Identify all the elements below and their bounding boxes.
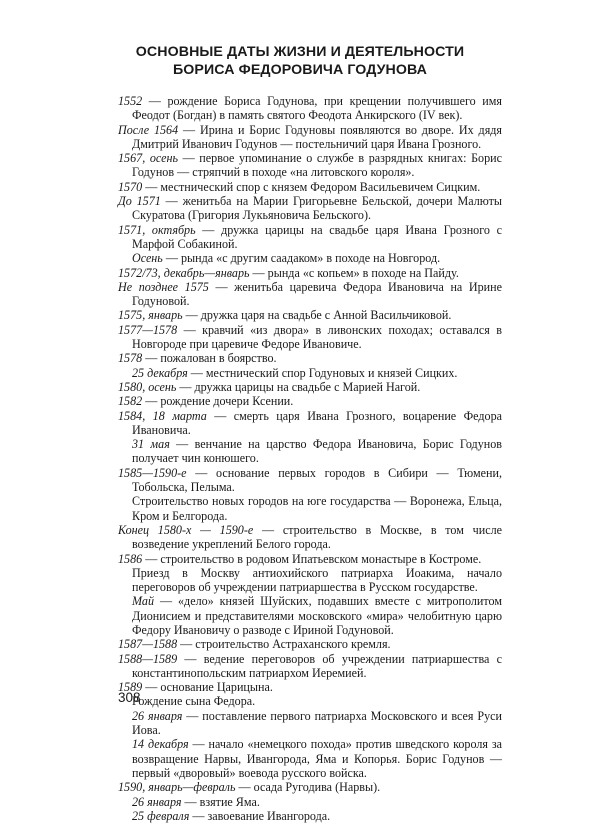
entry-date: 1590, январь—февраль — [118, 780, 236, 795]
entry-text: — смерть царя Ивана Грозного, воцарение Федора Ивановича. — [132, 408, 502, 437]
chronology-subentry — [118, 494, 502, 523]
title-line-1: ОСНОВНЫЕ ДАТЫ ЖИЗНИ И ДЕЯТЕЛЬНОСТИ — [135, 44, 465, 60]
chronology-subentry — [118, 809, 502, 823]
chronology-subentry — [118, 566, 502, 595]
entry-text: — поставление первого патриарха Московского и всея Руси Иова. — [132, 708, 502, 738]
entry-date: 25 февраля — [132, 808, 190, 823]
entry-date: 1582 — [118, 394, 143, 409]
entry-text: — завоевание Ивангорода. — [189, 808, 331, 823]
chronology-entry — [118, 780, 502, 794]
title-line-2: БОРИСА ФЕДОРОВИЧА ГОДУНОВА — [172, 62, 428, 78]
entry-text: — кравчий «из двора» в ливонских походах; оставался в Новгороде при царевиче Федоре Ивановиче. — [132, 322, 502, 352]
page-title — [0, 43, 600, 79]
chronology-entry — [118, 351, 502, 365]
chronology-subentry — [118, 795, 502, 809]
chronology-entry — [118, 523, 502, 552]
chronology-subentry — [118, 694, 502, 708]
entry-date: 1585—1590-е — [118, 465, 187, 480]
chronology-list — [118, 94, 502, 823]
entry-text: — строительство в родовом Ипатьевском монастыре в Костроме. — [142, 551, 482, 566]
entry-date: 1589 — [118, 680, 143, 695]
chronology-entry — [118, 223, 502, 252]
chronology-subentry — [118, 437, 502, 466]
entry-text: — строительство Астраханского кремля. — [177, 637, 391, 652]
chronology-entry — [118, 466, 502, 495]
entry-date: 25 декабря — [132, 365, 188, 380]
entry-text: Строительство новых городов на юге государства — Воронежа, Ельца, Кром и Белгорода. — [132, 494, 502, 523]
entry-text: — венчание на царство Федора Ивановича, Борис Годунов получает чин конюшего. — [132, 437, 502, 466]
entry-date: 1575, январь — [118, 308, 183, 323]
entry-text: — первое упоминание о службе в разрядных книгах: Борис Годунов — стряпчий в походе «на литовского короля». — [132, 151, 502, 180]
entry-date: 1570 — [118, 179, 143, 194]
entry-text: — основание Царицына. — [142, 680, 273, 695]
entry-text: — строительство в Москве, в том числе возведение укреплений Белого города. — [132, 522, 502, 552]
chronology-entry — [118, 637, 502, 651]
entry-date: До 1571 — [118, 194, 161, 209]
chronology-entry — [118, 652, 502, 681]
entry-text: — дружка царицы на свадьбе царя Ивана Грозного с Марфой Собакиной. — [132, 222, 502, 251]
entry-text: Приезд в Москву антиохийского патриарха Иоакима, начало переговоров об учреждении патриаршества в Русском государстве. — [132, 565, 502, 595]
entry-text: — местнический спор с князем Федором Васильевичем Сицким. — [142, 179, 481, 194]
entry-text: — женитьба царевича Федора Ивановича на Ирине Годуновой. — [132, 279, 502, 309]
chronology-entry — [118, 180, 502, 194]
entry-text: — основание первых городов в Сибири — Тюмени, Тобольска, Пелыма. — [132, 465, 502, 495]
entry-date: Май — [132, 594, 154, 609]
entry-text: — ведение переговоров об учреждении патриаршества с константинопольским патриархом Иеремией. — [132, 651, 502, 680]
chronology-entry — [118, 123, 502, 152]
chronology-entry — [118, 308, 502, 322]
entry-text: — осада Ругодива (Нарвы). — [235, 780, 381, 795]
chronology-entry — [118, 280, 502, 309]
chronology-subentry — [118, 709, 502, 738]
entry-text: — Ирина и Борис Годуновы появляются во дворе. Их дядя Дмитрий Иванович Годунов — постельничий царя Ивана Грозного. — [132, 122, 502, 151]
chronology-entry — [118, 266, 502, 280]
chronology-entry — [118, 323, 502, 352]
entry-date: 1567, осень — [118, 151, 178, 166]
entry-text: — рында «с копьем» в походе на Пайду. — [249, 265, 459, 280]
chronology-subentry — [118, 594, 502, 637]
entry-text: — начало «немецкого похода» против шведского короля за возвращение Нарвы, Ивангорода, Яма и Копорья. Борис Годунов — первый «дворовый» воевода русского войска. — [132, 737, 503, 780]
entry-text: — «дело» князей Шуйских, подавших вместе с митрополитом Дионисием и представителями московского «мира» челобитную царю Федору Ивановичу о разводе с Ириной Годуновой. — [132, 594, 502, 637]
entry-date: 1552 — [118, 94, 143, 108]
chronology-entry — [118, 680, 502, 694]
entry-date: Осень — [132, 251, 163, 266]
entry-text: — дружка царя на свадьбе с Анной Васильчиковой. — [182, 308, 452, 323]
entry-date: 1577—1578 — [118, 322, 178, 337]
chronology-entry — [118, 151, 502, 180]
chronology-entry — [118, 194, 502, 223]
entry-text: — рында «с другим саадаком» в походе на Новгород. — [162, 251, 441, 266]
entry-date: 26 января — [132, 794, 182, 809]
entry-text: Рождение сына Федора. — [132, 694, 256, 709]
entry-text: — рождение Бориса Годунова, при крещении получившего имя Феодот (Богдан) в память святого Феодота Анкирского (IV век). — [132, 94, 502, 123]
chronology-entry — [118, 552, 502, 566]
chronology-entry — [118, 409, 502, 438]
entry-text: — дружка царицы на свадьбе с Марией Нагой. — [176, 379, 421, 394]
entry-date: 1584, 18 марта — [118, 408, 207, 423]
chronology-entry — [118, 380, 502, 394]
entry-text: — взятие Яма. — [181, 794, 260, 809]
chronology-subentry — [118, 251, 502, 265]
entry-text: — женитьба на Марии Григорьевне Бельской, дочери Малюты Скуратова (Григория Лукьяновича Бельского). — [132, 194, 503, 223]
entry-date: Не позднее 1575 — [118, 279, 209, 294]
entry-date: 1588—1589 — [118, 651, 178, 666]
chronology-subentry — [118, 366, 502, 380]
page-number: 308 — [118, 690, 141, 705]
entry-date: После 1564 — [118, 122, 179, 137]
entry-date: 14 декабря — [132, 737, 189, 752]
entry-date: 1572/73, декабрь—январь — [118, 265, 250, 280]
entry-date: 31 мая — [132, 437, 170, 452]
entry-text: — рождение дочери Ксении. — [142, 394, 294, 409]
entry-date: 1580, осень — [118, 379, 177, 394]
chronology-entry — [118, 394, 502, 408]
entry-date: 1586 — [118, 551, 143, 566]
chronology-entry — [118, 94, 502, 123]
entry-date: 1578 — [118, 351, 143, 366]
entry-text: — местнический спор Годуновых и князей Сицких. — [187, 365, 458, 380]
entry-date: Конец 1580-х — 1590-е — [118, 522, 254, 537]
entry-date: 1571, октябрь — [118, 222, 196, 237]
entry-date: 1587—1588 — [118, 637, 178, 652]
entry-text: — пожалован в боярство. — [142, 351, 277, 366]
chronology-subentry — [118, 737, 502, 780]
entry-date: 26 января — [132, 708, 183, 723]
